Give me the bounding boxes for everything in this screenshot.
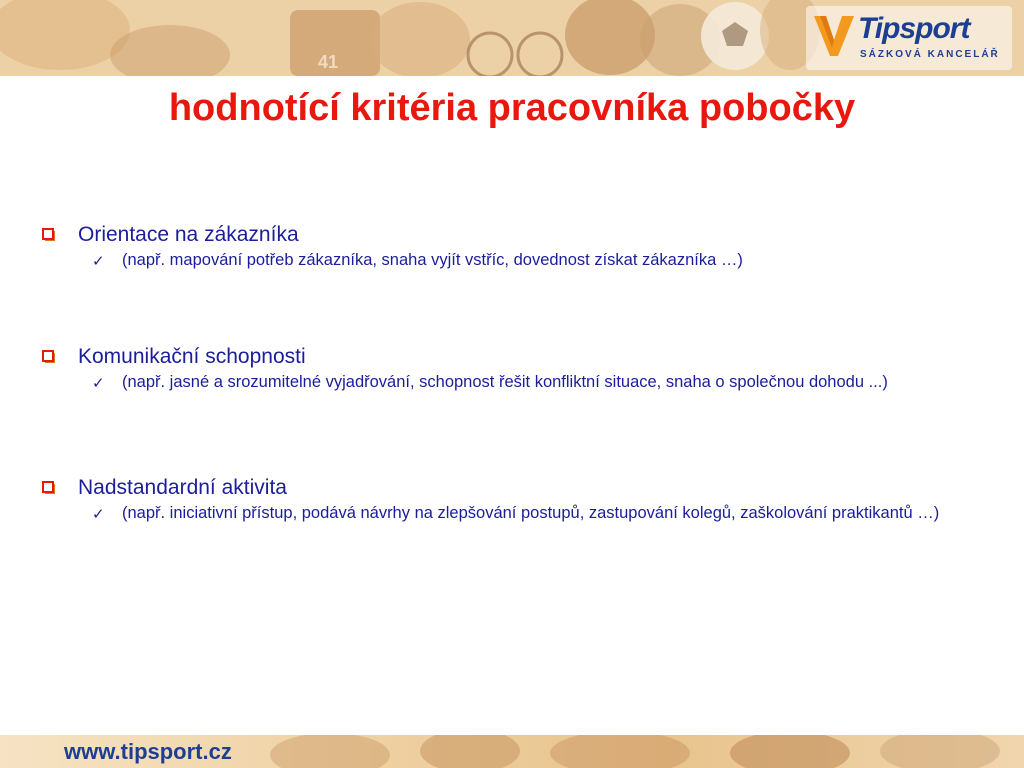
checkmark-icon: ✓ <box>92 505 105 523</box>
criteria-detail-text: (např. jasné a srozumitelné vyjadřování, schopnost řešit konfliktní situace, snaha o společnou dohodu ...) <box>122 373 888 391</box>
square-bullet-icon <box>42 481 56 495</box>
criteria-heading <box>40 342 1000 372</box>
footer-url-link[interactable]: www.tipsport.cz <box>64 739 232 764</box>
tipsport-logo[interactable] <box>806 6 1012 70</box>
criteria-detail <box>92 503 1002 524</box>
square-bullet-icon <box>42 228 56 242</box>
criteria-item <box>40 220 1000 271</box>
checkmark-icon: ✓ <box>92 374 105 392</box>
criteria-item <box>40 473 1000 524</box>
criteria-heading <box>40 473 1000 503</box>
logo-subtitle: SÁZKOVÁ KANCELÁŘ <box>860 49 1000 60</box>
tipsport-v-icon <box>812 10 856 58</box>
criteria-detail-text: (např. iniciativní přístup, podává návrhy na zlepšování postupů, zastupování kolegů, zaškolování praktikantů …) <box>122 504 940 522</box>
criteria-label: Orientace na zákazníka <box>78 223 299 246</box>
criteria-heading <box>40 220 1000 250</box>
criteria-detail-text: (např. mapování potřeb zákazníka, snaha vyjít vstříc, dovednost získat zákazníka …) <box>122 251 743 269</box>
header-banner <box>0 0 1024 76</box>
footer-banner <box>0 735 1024 768</box>
svg-text:41: 41 <box>318 52 339 72</box>
criteria-label: Komunikační schopnosti <box>78 345 306 368</box>
checkmark-icon: ✓ <box>92 252 105 270</box>
criteria-label: Nadstandardní aktivita <box>78 476 287 499</box>
logo-wordmark: Tipsport <box>858 12 970 45</box>
criteria-item <box>40 342 1000 393</box>
slide-title: hodnotící kritéria pracovníka pobočky <box>168 87 856 129</box>
criteria-detail <box>92 372 1002 393</box>
criteria-detail <box>92 250 1002 271</box>
square-bullet-icon <box>42 350 56 364</box>
